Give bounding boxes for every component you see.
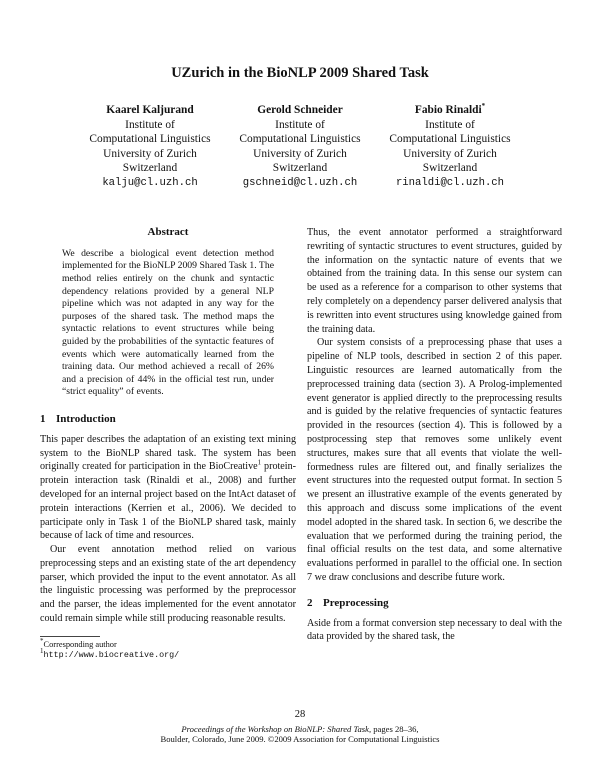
author-name: Gerold Schneider (257, 104, 343, 116)
footer-pages: , pages 28–36, (368, 724, 419, 734)
left-column (40, 226, 296, 661)
author-university: University of Zurich (103, 147, 197, 160)
author-block (215, 103, 385, 191)
page-footer (0, 724, 600, 745)
author-country: Switzerland (272, 162, 328, 175)
section-number: 2 (307, 596, 313, 609)
section-title: Preprocessing (323, 596, 389, 609)
right-column (307, 226, 562, 644)
section-number: 1 (40, 412, 46, 425)
author-university: University of Zurich (403, 147, 497, 160)
paragraph: Thus, the event annotator performed a straightforward rewriting of syntactic structures to event structures, guided by the information on the syntactic nature of events that we obtained from the training data. In this sense our system can be used as a reference for a comparison to other systems that rely completely on a dependency parser delivered analysis that is rewritten into event structures using knowledge gained from the training data. (307, 227, 562, 335)
footnote (40, 647, 296, 661)
abstract-heading: Abstract (147, 226, 189, 238)
abstract-text: We describe a biological event detection method implemented for the BioNLP 2009 Shared Task 1. The method relies entirely on the chunk and syntactic dependency relations provided by a general NLP pipeline which was not adapted in any way for the purposes of the shared task. The method maps the syntactic relations to event structures while being guided by the probabilities of the syntactic features of events which were automatically learned from the training data. Our method achieved a recall of 26% and a precision of 44% in the official test run, under “strict equality” of events. (62, 247, 274, 398)
author-block (365, 103, 535, 191)
footnote-mark: 1 (40, 647, 44, 656)
paragraph-text: protein-protein interaction task (Rinaldi et al., 2008) and further developed for an internal project based on the IntAct dataset of protein interactions (Kerrien et al., 2006). We decided to participate only in Task 1 of the BioNLP shared task, mainly because of lack of time and resources. (40, 461, 296, 542)
author-country: Switzerland (422, 162, 478, 175)
author-name: Kaarel Kaljurand (106, 104, 194, 116)
author-institute: Institute of (425, 118, 475, 131)
paper-title: UZurich in the BioNLP 2009 Shared Task (171, 65, 429, 81)
paragraph: Our system consists of a preprocessing phase that uses a pipeline of NLP tools, described in section 2 of this paper. Linguistic resources are learned automatically from the preprocessed training data (section 3). A Prolog-implemented event generator is applied directly to the preprocessing results and is guided by the relative frequencies of syntactic features provided in the resources (section 4). This is followed by a postprocessing step that removes some unlikely event structures, makes sure that all events that violate the well-formedness rules are filtered out, and finally serializes the event structures into the requested output format. In section 5 we present an illustrative example of the events generated by this approach and discuss some implications of the event model adopted in the shared task. In section 6, we describe the evaluation that we performed during the training period, the final official results on the test data, and some alternative evaluations performed in parallel to the official one. In section 7 we draw conclusions and describe future work. (307, 337, 562, 583)
footnote-rule (40, 636, 100, 637)
paragraph-text: This paper describes the adaptation of an existing text mining system to the BioNLP shared task. The system has been originally created for participation in the BioCreative (40, 433, 296, 473)
footnote-mark: * (40, 637, 44, 646)
section-heading (40, 413, 296, 427)
author-email: rinaldi@cl.uzh.ch (395, 176, 505, 189)
footer-copyright: Boulder, Colorado, June 2009. ©2009 Association for Computational Linguistics (160, 734, 440, 745)
footer-line (0, 724, 600, 734)
footnote-url: http://www.biocreative.org/ (43, 650, 180, 661)
author-email: kalju@cl.uzh.ch (102, 176, 198, 189)
paragraph: Our event annotation method relied on various preprocessing steps and an existing state of the art dependency parser, which provided the input to the event annotator. As all the linguistic processing was performed by the preprocessor and the parser, the ideas implemented for the event annotator could remain simple while still producing reasonable results. (40, 544, 296, 625)
author-department: Computational Linguistics (89, 133, 211, 146)
author-country: Switzerland (122, 162, 178, 175)
author-block (65, 103, 235, 191)
author-university: University of Zurich (253, 147, 347, 160)
section-title: Introduction (56, 412, 116, 425)
footer-venue: Proceedings of the Workshop on BioNLP: Shared Task (181, 724, 369, 734)
corresponding-mark: * (481, 102, 486, 111)
page-number: 28 (294, 709, 306, 720)
author-name-line (365, 103, 535, 118)
author-name: Fabio Rinaldi (414, 104, 482, 116)
author-department: Computational Linguistics (389, 133, 511, 146)
footnote (40, 637, 296, 651)
footnote-text: Corresponding author (43, 639, 117, 649)
section-heading (307, 597, 562, 611)
author-institute: Institute of (275, 118, 325, 131)
author-email: gschneid@cl.uzh.ch (242, 176, 358, 189)
author-institute: Institute of (125, 118, 175, 131)
paragraph: Aside from a format conversion step necessary to deal with the data provided by the shared task, the (307, 617, 562, 643)
footnote-mark: 1 (257, 458, 262, 467)
author-department: Computational Linguistics (239, 133, 361, 146)
paragraph (40, 433, 296, 543)
